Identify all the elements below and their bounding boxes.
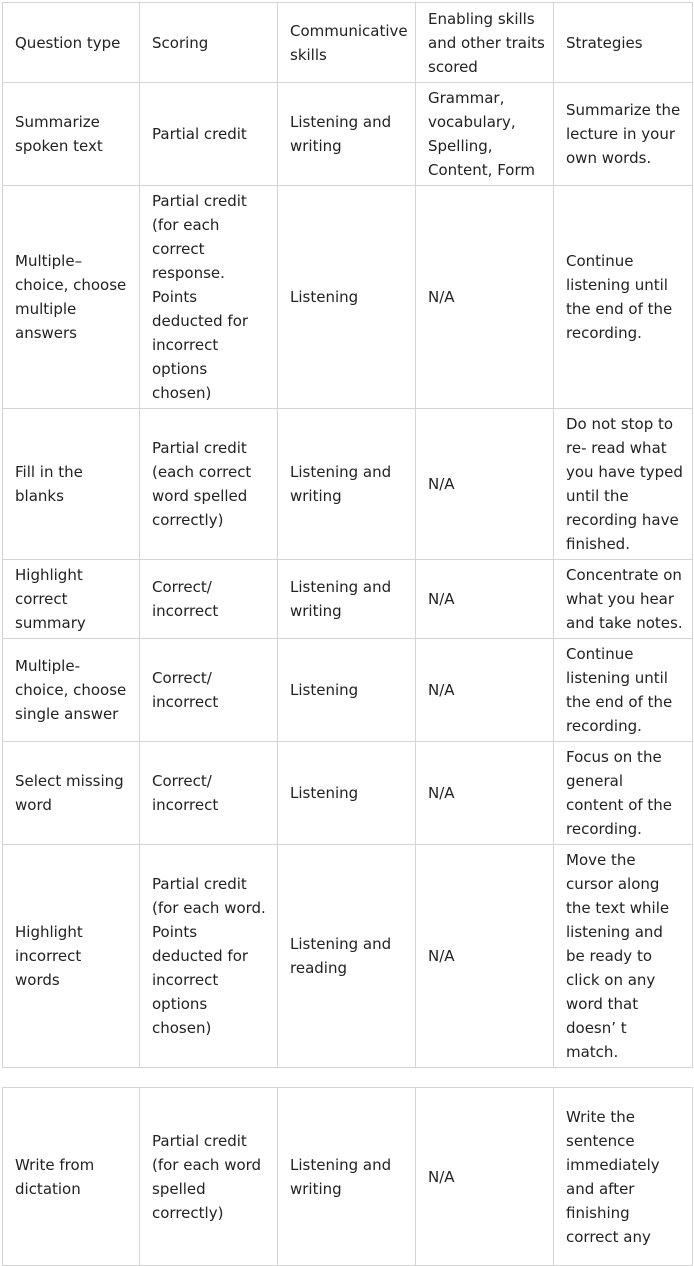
table-row xyxy=(3,409,693,560)
table-header-row xyxy=(3,3,693,83)
table-cell: Continue listening until the end of the recording. xyxy=(554,186,693,409)
table-cell: Multiple– choice, choose multiple answers xyxy=(3,186,140,409)
table-row xyxy=(3,83,693,186)
table-cell: Highlight correct summary xyxy=(3,560,140,639)
table-cell: Listening xyxy=(278,186,416,409)
question-types-table-continued xyxy=(2,1087,693,1266)
table-row xyxy=(3,639,693,742)
table-cell: N/A xyxy=(416,560,554,639)
table-cell: N/A xyxy=(416,186,554,409)
table-cell: Fill in the blanks xyxy=(3,409,140,560)
table-row xyxy=(3,845,693,1068)
table-cell: Listening xyxy=(278,742,416,845)
table-cell: Listening and writing xyxy=(278,83,416,186)
table-cell: N/A xyxy=(416,639,554,742)
table-cell: Write from dictation xyxy=(3,1088,140,1266)
table-cell: Select missing word xyxy=(3,742,140,845)
table-cell: Move the cursor along the text while listening and be ready to click on any word that doesn’ t match. xyxy=(554,845,693,1068)
table-cell: N/A xyxy=(416,742,554,845)
table-cell: Grammar, vocabulary, Spelling, Content, Form xyxy=(416,83,554,186)
table-cell: Focus on the general content of the recording. xyxy=(554,742,693,845)
table-cell: Multiple- choice, choose single answer xyxy=(3,639,140,742)
table-cell: Listening and writing xyxy=(278,1088,416,1266)
table-cell: Partial credit (for each correct response. Points deducted for incorrect options chosen) xyxy=(140,186,278,409)
table-cell: N/A xyxy=(416,409,554,560)
header-cell: Question type xyxy=(3,3,140,83)
table-cell: Partial credit xyxy=(140,83,278,186)
question-types-table xyxy=(2,2,693,1068)
header-cell: Communicative skills xyxy=(278,3,416,83)
table-cell: Concentrate on what you hear and take notes. xyxy=(554,560,693,639)
table-cell: Partial credit (for each word spelled correctly) xyxy=(140,1088,278,1266)
table-cell: Do not stop to re- read what you have typed until the recording have finished. xyxy=(554,409,693,560)
table-row xyxy=(3,742,693,845)
table-cell: Listening and writing xyxy=(278,409,416,560)
table-row xyxy=(3,560,693,639)
header-cell: Enabling skills and other traits scored xyxy=(416,3,554,83)
table-cell: Write the sentence immediately and after finishing correct any xyxy=(554,1088,693,1266)
table-cell: Correct/ incorrect xyxy=(140,742,278,845)
table-cell: Listening xyxy=(278,639,416,742)
table-cell: Correct/ incorrect xyxy=(140,560,278,639)
table-cell: N/A xyxy=(416,1088,554,1266)
table-cell: Continue listening until the end of the recording. xyxy=(554,639,693,742)
table-cell: Partial credit (each correct word spelled correctly) xyxy=(140,409,278,560)
table-cell: Correct/ incorrect xyxy=(140,639,278,742)
header-cell: Scoring xyxy=(140,3,278,83)
table-cell: Highlight incorrect words xyxy=(3,845,140,1068)
table-cell: Summarize spoken text xyxy=(3,83,140,186)
table-cell: N/A xyxy=(416,845,554,1068)
table-cell: Listening and writing xyxy=(278,560,416,639)
table-cell: Listening and reading xyxy=(278,845,416,1068)
header-cell: Strategies xyxy=(554,3,693,83)
table-cell: Partial credit (for each word. Points deducted for incorrect options chosen) xyxy=(140,845,278,1068)
table-row xyxy=(3,1088,693,1266)
table-cell: Summarize the lecture in your own words. xyxy=(554,83,693,186)
table-row xyxy=(3,186,693,409)
